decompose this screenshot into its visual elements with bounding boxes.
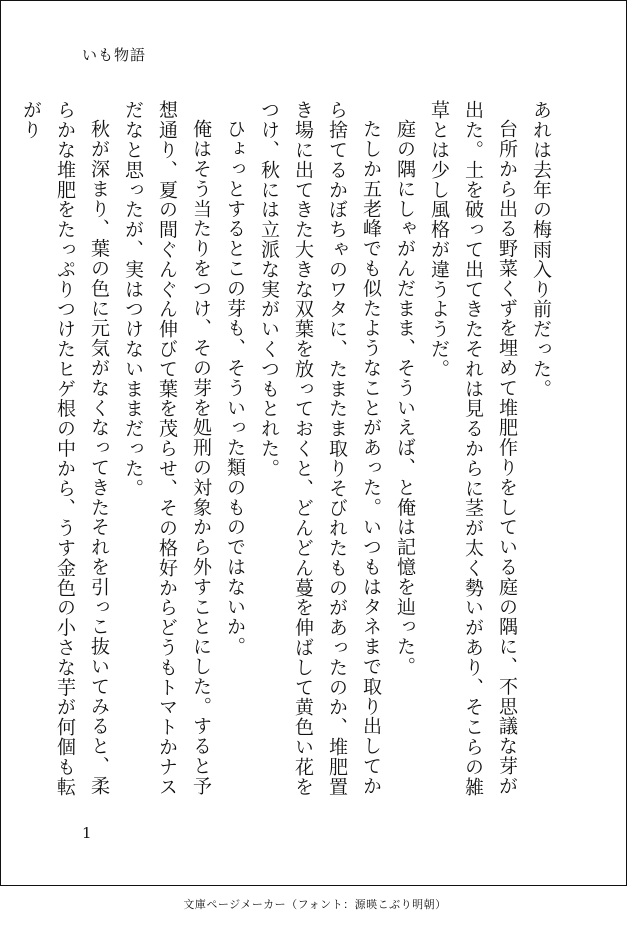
paragraph-4: たしか五老峰でも似たようなことがあった。いつもはタネまで取り出してから捨てるかぼちゃのワタに、たまたま取りそびれたものがあったのか、堆肥置き場に出てきた大きな双葉を放っておくと、どんどん蔓を伸ばして黄色い花をつけ、秋には立派な実がいくつもとれた。 xyxy=(258,100,382,797)
paragraph-3: 庭の隅にしゃがんだまま、そういえば、と俺は記憶を辿った。 xyxy=(394,119,416,677)
vertical-text-body xyxy=(20,100,558,800)
paragraph-7: 秋が深まり、葉の色に元気がなくなってきたそれを引っこ抜いてみると、柔らかな堆肥をたっぷりつけたヒゲ根の中から、うす金色の小さな芋が何個も転がり xyxy=(20,100,110,797)
footer-credit: 文庫ページメーカー（フォント：源暎こぶり明朝） xyxy=(183,898,447,911)
page-number: 1 xyxy=(82,824,92,842)
paragraph-1: あれは去年の梅雨入り前だった。 xyxy=(530,100,552,399)
paragraph-5: ひょっとするとこの芽も、そういった類のものではないか。 xyxy=(224,119,246,657)
paragraph-2: 台所から出る野菜くずを埋めて堆肥作りをしている庭の隅に、不思議な芽が出た。土を破って出てきたそれは見るからに茎が太く勢いがあり、そこらの雑草とは少し風格が違うようだ。 xyxy=(428,100,518,797)
paragraph-6: 俺はそう当たりをつけ、その芽を処刑の対象から外すことにした。すると予想通り、夏の間ぐんぐん伸びて葉を茂らせ、その格好からどうもトマトかナスだなと思ったが、実はつけないままだった。 xyxy=(122,100,212,797)
book-title: いも物語 xyxy=(82,46,147,64)
